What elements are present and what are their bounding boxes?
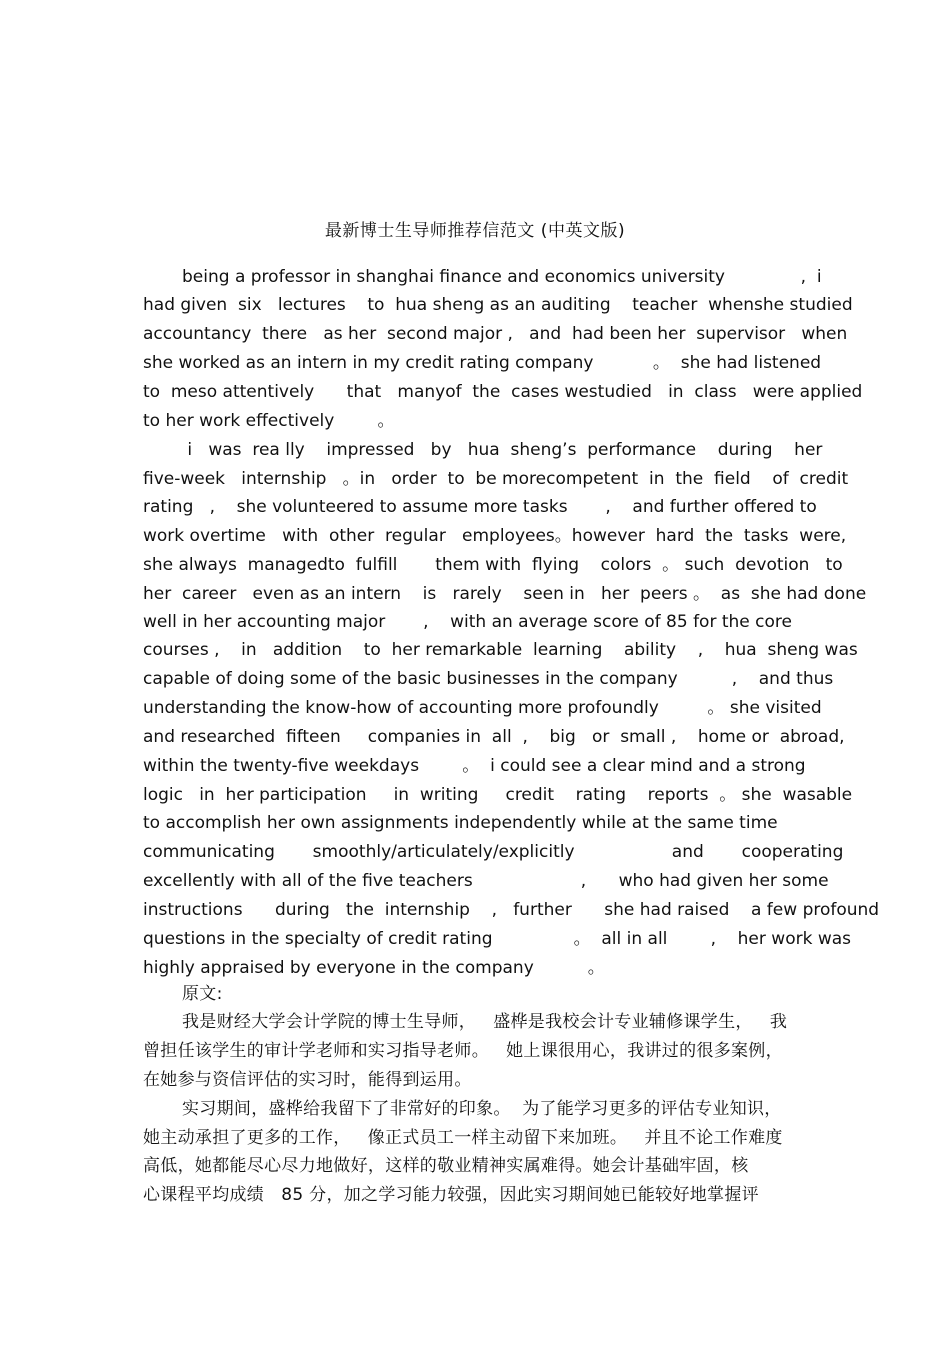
- text-line: highly appraised by everyone in the company 。: [143, 958, 605, 978]
- text-line: rating , she volunteered to assume more tasks , and further offered to: [143, 497, 817, 517]
- text-line: to meso attentively that manyof the cases westudied in class were applied: [143, 382, 863, 402]
- text-line: understanding the know-how of accounting more profoundly 。 she visited: [143, 698, 822, 718]
- text-line: 高低，她都能尽心尽力地做好，这样的敬业精神实属难得。她会计基础牢固，核: [143, 1156, 749, 1176]
- text-line: communicating smoothly/articulately/explicitly and cooperating: [143, 842, 844, 862]
- text-line: her career even as an intern is rarely seen in her peers 。 as she had done: [143, 584, 867, 604]
- text-line: instructions during the internship , further she had raised a few profound: [143, 900, 880, 920]
- text-line: five-week internship 。in order to be morecompetent in the field of credit: [143, 469, 849, 489]
- text-line: accountancy there as her second major , and had been her supervisor when: [143, 324, 848, 344]
- text-line: to accomplish her own assignments independently while at the same time: [143, 813, 778, 833]
- text-line: logic in her participation in writing credit rating reports 。 she wasable: [143, 785, 853, 805]
- text-line: well in her accounting major , with an average score of 85 for the core: [143, 612, 792, 632]
- text-line: courses , in addition to her remarkable learning ability , hua sheng was: [143, 640, 858, 660]
- text-line: capable of doing some of the basic businesses in the company , and thus: [143, 669, 834, 689]
- text-line: and researched fifteen companies in all , big or small , home or abroad,: [143, 727, 845, 747]
- text-line: being a professor in shanghai finance and economics university , i: [182, 267, 822, 287]
- text-line: 曾担任该学生的审计学老师和实习指导老师。 她上课很用心，我讲过的很多案例，: [143, 1041, 783, 1061]
- text-line: 在她参与资信评估的实习时，能得到运用。: [143, 1070, 472, 1090]
- text-line: to her work effectively 。: [143, 411, 395, 431]
- text-line: 她主动承担了更多的工作， 像正式员工一样主动留下来加班。 并且不论工作难度: [143, 1128, 783, 1148]
- text-line: she worked as an intern in my credit rating company 。 she had listened: [143, 353, 822, 373]
- text-line: had given six lectures to hua sheng as an auditing teacher whenshe studied: [143, 295, 853, 315]
- text-line: excellently with all of the five teachers , who had given her some: [143, 871, 829, 891]
- text-line: questions in the specialty of credit rating 。 all in all , her work was: [143, 929, 852, 949]
- text-line: i was rea lly impressed by hua sheng’s performance during her: [182, 440, 823, 460]
- text-line: within the twenty-five weekdays 。 i could see a clear mind and a strong: [143, 756, 806, 776]
- text-line: 实习期间，盛桦给我留下了非常好的印象。 为了能学习更多的评估专业知识，: [182, 1099, 782, 1119]
- text-line: she always managedto fulfill them with flying colors 。 such devotion to: [143, 555, 843, 575]
- chinese-section-label: 原文:: [182, 984, 223, 1004]
- text-line: 我是财经大学会计学院的博士生导师， 盛桦是我校会计专业辅修课学生， 我: [182, 1012, 788, 1032]
- document-title: 最新博士生导师推荐信范文 (中英文版): [324, 221, 626, 241]
- text-line: 心课程平均成绩 85 分，加之学习能力较强，因此实习期间她已能较好地掌握评: [143, 1185, 759, 1205]
- text-line: work overtime with other regular employees。however hard the tasks were,: [143, 526, 847, 546]
